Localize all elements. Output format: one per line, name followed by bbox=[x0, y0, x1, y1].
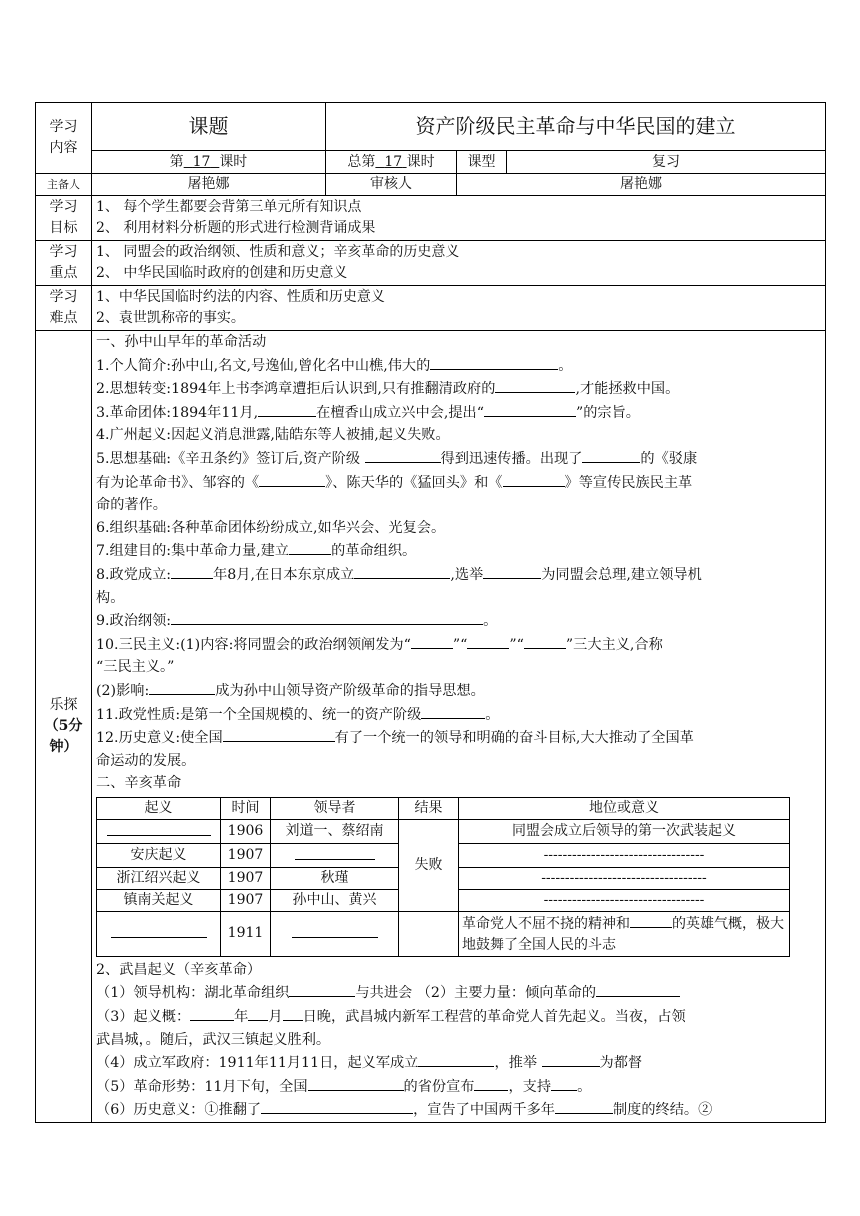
difficulties-label: 学习难点 bbox=[36, 286, 92, 331]
keypoint-item: 2、 中华民国临时政府的创建和历史意义 bbox=[96, 265, 348, 281]
item-5-cont: 有为论革命书》、邹容的《 》、陈天华的《猛回头》和《 》等宣传民族民主革 bbox=[96, 471, 821, 495]
item-12-end: 命运动的发展。 bbox=[96, 752, 196, 769]
preparer-label: 主备人 bbox=[36, 174, 92, 196]
topic-title: 资产阶级民主革命与中华民国的建立 bbox=[326, 103, 826, 151]
lesson-plan-page bbox=[35, 102, 825, 1123]
activity-content bbox=[92, 331, 826, 1123]
uprising-result-empty bbox=[399, 911, 459, 956]
col-header: 地位或意义 bbox=[459, 797, 790, 819]
uprising-meaning: 革命党人不屈不挠的精神和 的英雄气概，极大地鼓舞了全国人民的斗志 bbox=[459, 911, 790, 956]
wuchang-item-1: （1）领导机构：湖北革命组织 与共进会 （2）主要力量：倾向革命的 bbox=[96, 981, 821, 1005]
uprising-meaning: 同盟会成立后领导的第一次武装起义 bbox=[459, 819, 790, 843]
lesson-plan-table bbox=[35, 102, 826, 1123]
item-5: 5.思想基础:《辛丑条约》签订后,资产阶级 得到迅速传播。出现了 的《驳康 bbox=[96, 447, 821, 471]
item-2: 2.思想转变:1894年上书李鸿章遭拒后认识到,只有推翻清政府的 ,才能拯救中国。 bbox=[96, 377, 821, 401]
uprising-leader: 刘道一、蔡绍南 bbox=[271, 819, 399, 843]
item-8: 8.政党成立: 年8月,在日本东京成立 ,选举 为同盟会总理,建立领导机 bbox=[96, 563, 821, 587]
uprising-name: 镇南关起义 bbox=[97, 889, 221, 911]
reviewer-label: 审核人 bbox=[326, 174, 457, 196]
study-content-label: 学习内容 bbox=[36, 103, 92, 174]
goal-item: 1、 每个学生都要会背第三单元所有知识点 bbox=[96, 199, 362, 215]
section1-heading: 一、孙中山早年的革命活动 bbox=[96, 334, 267, 350]
keypoints-label: 学习重点 bbox=[36, 241, 92, 286]
lesson-number: 第 17 课时 bbox=[92, 151, 326, 174]
item-9: 9.政治纲领: 。 bbox=[96, 609, 821, 633]
section3-heading: 2、武昌起义（辛亥革命） bbox=[96, 961, 262, 978]
type-value: 复习 bbox=[507, 151, 826, 174]
preparer-name: 屠艳娜 bbox=[92, 174, 326, 196]
table-row bbox=[97, 819, 790, 843]
type-label: 课型 bbox=[457, 151, 507, 174]
topic-label: 课题 bbox=[92, 103, 326, 151]
uprising-leader: 孙中山、黄兴 bbox=[271, 889, 399, 911]
uprising-year: 1907 bbox=[221, 867, 271, 889]
wuchang-item-5: （5）革命形势：11月下旬，全国 的省份宣布 ，支持 。 bbox=[96, 1075, 821, 1099]
uprising-meaning: ---------------------------------- bbox=[459, 843, 790, 867]
section2-heading: 二、辛亥革命 bbox=[96, 775, 182, 792]
item-10-cont: “三民主义。” bbox=[96, 659, 175, 676]
uprising-name-blank bbox=[97, 911, 221, 956]
table-row bbox=[97, 911, 790, 956]
wuchang-item-3: （3）起义概： 年 月 日晚，武昌城内新军工程营的革命党人首先起义。当夜，占领 bbox=[96, 1005, 821, 1029]
goals-label: 学习目标 bbox=[36, 196, 92, 241]
col-header: 时间 bbox=[221, 797, 271, 819]
item-1: 1.个人简介:孙中山,名文,号逸仙,曾化名中山樵,伟大的 。 bbox=[96, 354, 821, 378]
col-header: 领导者 bbox=[271, 797, 399, 819]
wuchang-item-4: （4）成立军政府：1911年11月11日，起义军成立 ，推举 为都督 bbox=[96, 1051, 821, 1075]
total-lesson-number: 总第 17 课时 bbox=[326, 151, 457, 174]
uprising-name-blank bbox=[97, 819, 221, 843]
goals-content bbox=[92, 196, 826, 241]
item-8-end: 构。 bbox=[96, 589, 125, 606]
activity-label bbox=[36, 331, 92, 1123]
uprising-year: 1907 bbox=[221, 889, 271, 911]
uprising-leader-blank bbox=[271, 911, 399, 956]
uprising-name: 安庆起义 bbox=[97, 843, 221, 867]
uprising-year: 1911 bbox=[221, 911, 271, 956]
goal-item: 2、 利用材料分析题的形式进行检测背诵成果 bbox=[96, 220, 376, 236]
item-7: 7.组建目的:集中革命力量,建立 的革命组织。 bbox=[96, 539, 821, 563]
uprising-name: 浙江绍兴起义 bbox=[97, 867, 221, 889]
difficulties-content bbox=[92, 286, 826, 331]
activity-time: （5分钟） bbox=[44, 718, 83, 756]
col-header: 起义 bbox=[97, 797, 221, 819]
item-10: 10.三民主义:(1)内容:将同盟会的政治纲领阐发为“ ”“ ”“ ”三大主义,合称 bbox=[96, 633, 821, 657]
uprisings-table bbox=[96, 797, 790, 957]
item-10-effect: (2)影响: 成为孙中山领导资产阶级革命的指导思想。 bbox=[96, 679, 821, 703]
uprising-leader-blank bbox=[271, 843, 399, 867]
item-3: 3.革命团体:1894年11月, 在檀香山成立兴中会,提出“ ”的宗旨。 bbox=[96, 401, 821, 425]
difficulty-item: 2、袁世凯称帝的事实。 bbox=[96, 310, 245, 326]
item-5-end: 命的著作。 bbox=[96, 497, 167, 514]
uprising-year: 1907 bbox=[221, 843, 271, 867]
wuchang-item-6: （6）历史意义：①推翻了 ，宣告了中国两千多年 制度的终结。② bbox=[96, 1098, 821, 1122]
difficulty-item: 1、中华民国临时约法的内容、性质和历史意义 bbox=[96, 289, 385, 305]
item-4: 4.广州起义:因起义消息泄露,陆皓东等人被捕,起义失败。 bbox=[96, 427, 450, 444]
item-11: 11.政党性质:是第一个全国规模的、统一的资产阶级 。 bbox=[96, 703, 821, 727]
uprising-year: 1906 bbox=[221, 819, 271, 843]
wuchang-item-3-end: 武昌城，。随后，武汉三镇起义胜利。 bbox=[96, 1031, 331, 1048]
keypoints-content bbox=[92, 241, 826, 286]
uprising-meaning: ---------------------------------- bbox=[459, 889, 790, 911]
uprising-meaning: ----------------------------------- bbox=[459, 867, 790, 889]
item-12: 12.历史意义:使全国 有了一个统一的领导和明确的奋斗目标,大大推动了全国革 bbox=[96, 726, 821, 750]
reviewer-name: 屠艳娜 bbox=[457, 174, 826, 196]
item-6: 6.组织基础:各种革命团体纷纷成立,如华兴会、光复会。 bbox=[96, 519, 446, 536]
keypoint-item: 1、 同盟会的政治纲领、性质和意义；辛亥革命的历史意义 bbox=[96, 244, 460, 260]
col-header: 结果 bbox=[399, 797, 459, 819]
activity-title: 乐探 bbox=[49, 697, 78, 714]
uprising-leader: 秋瑾 bbox=[271, 867, 399, 889]
uprising-result: 失败 bbox=[399, 819, 459, 911]
